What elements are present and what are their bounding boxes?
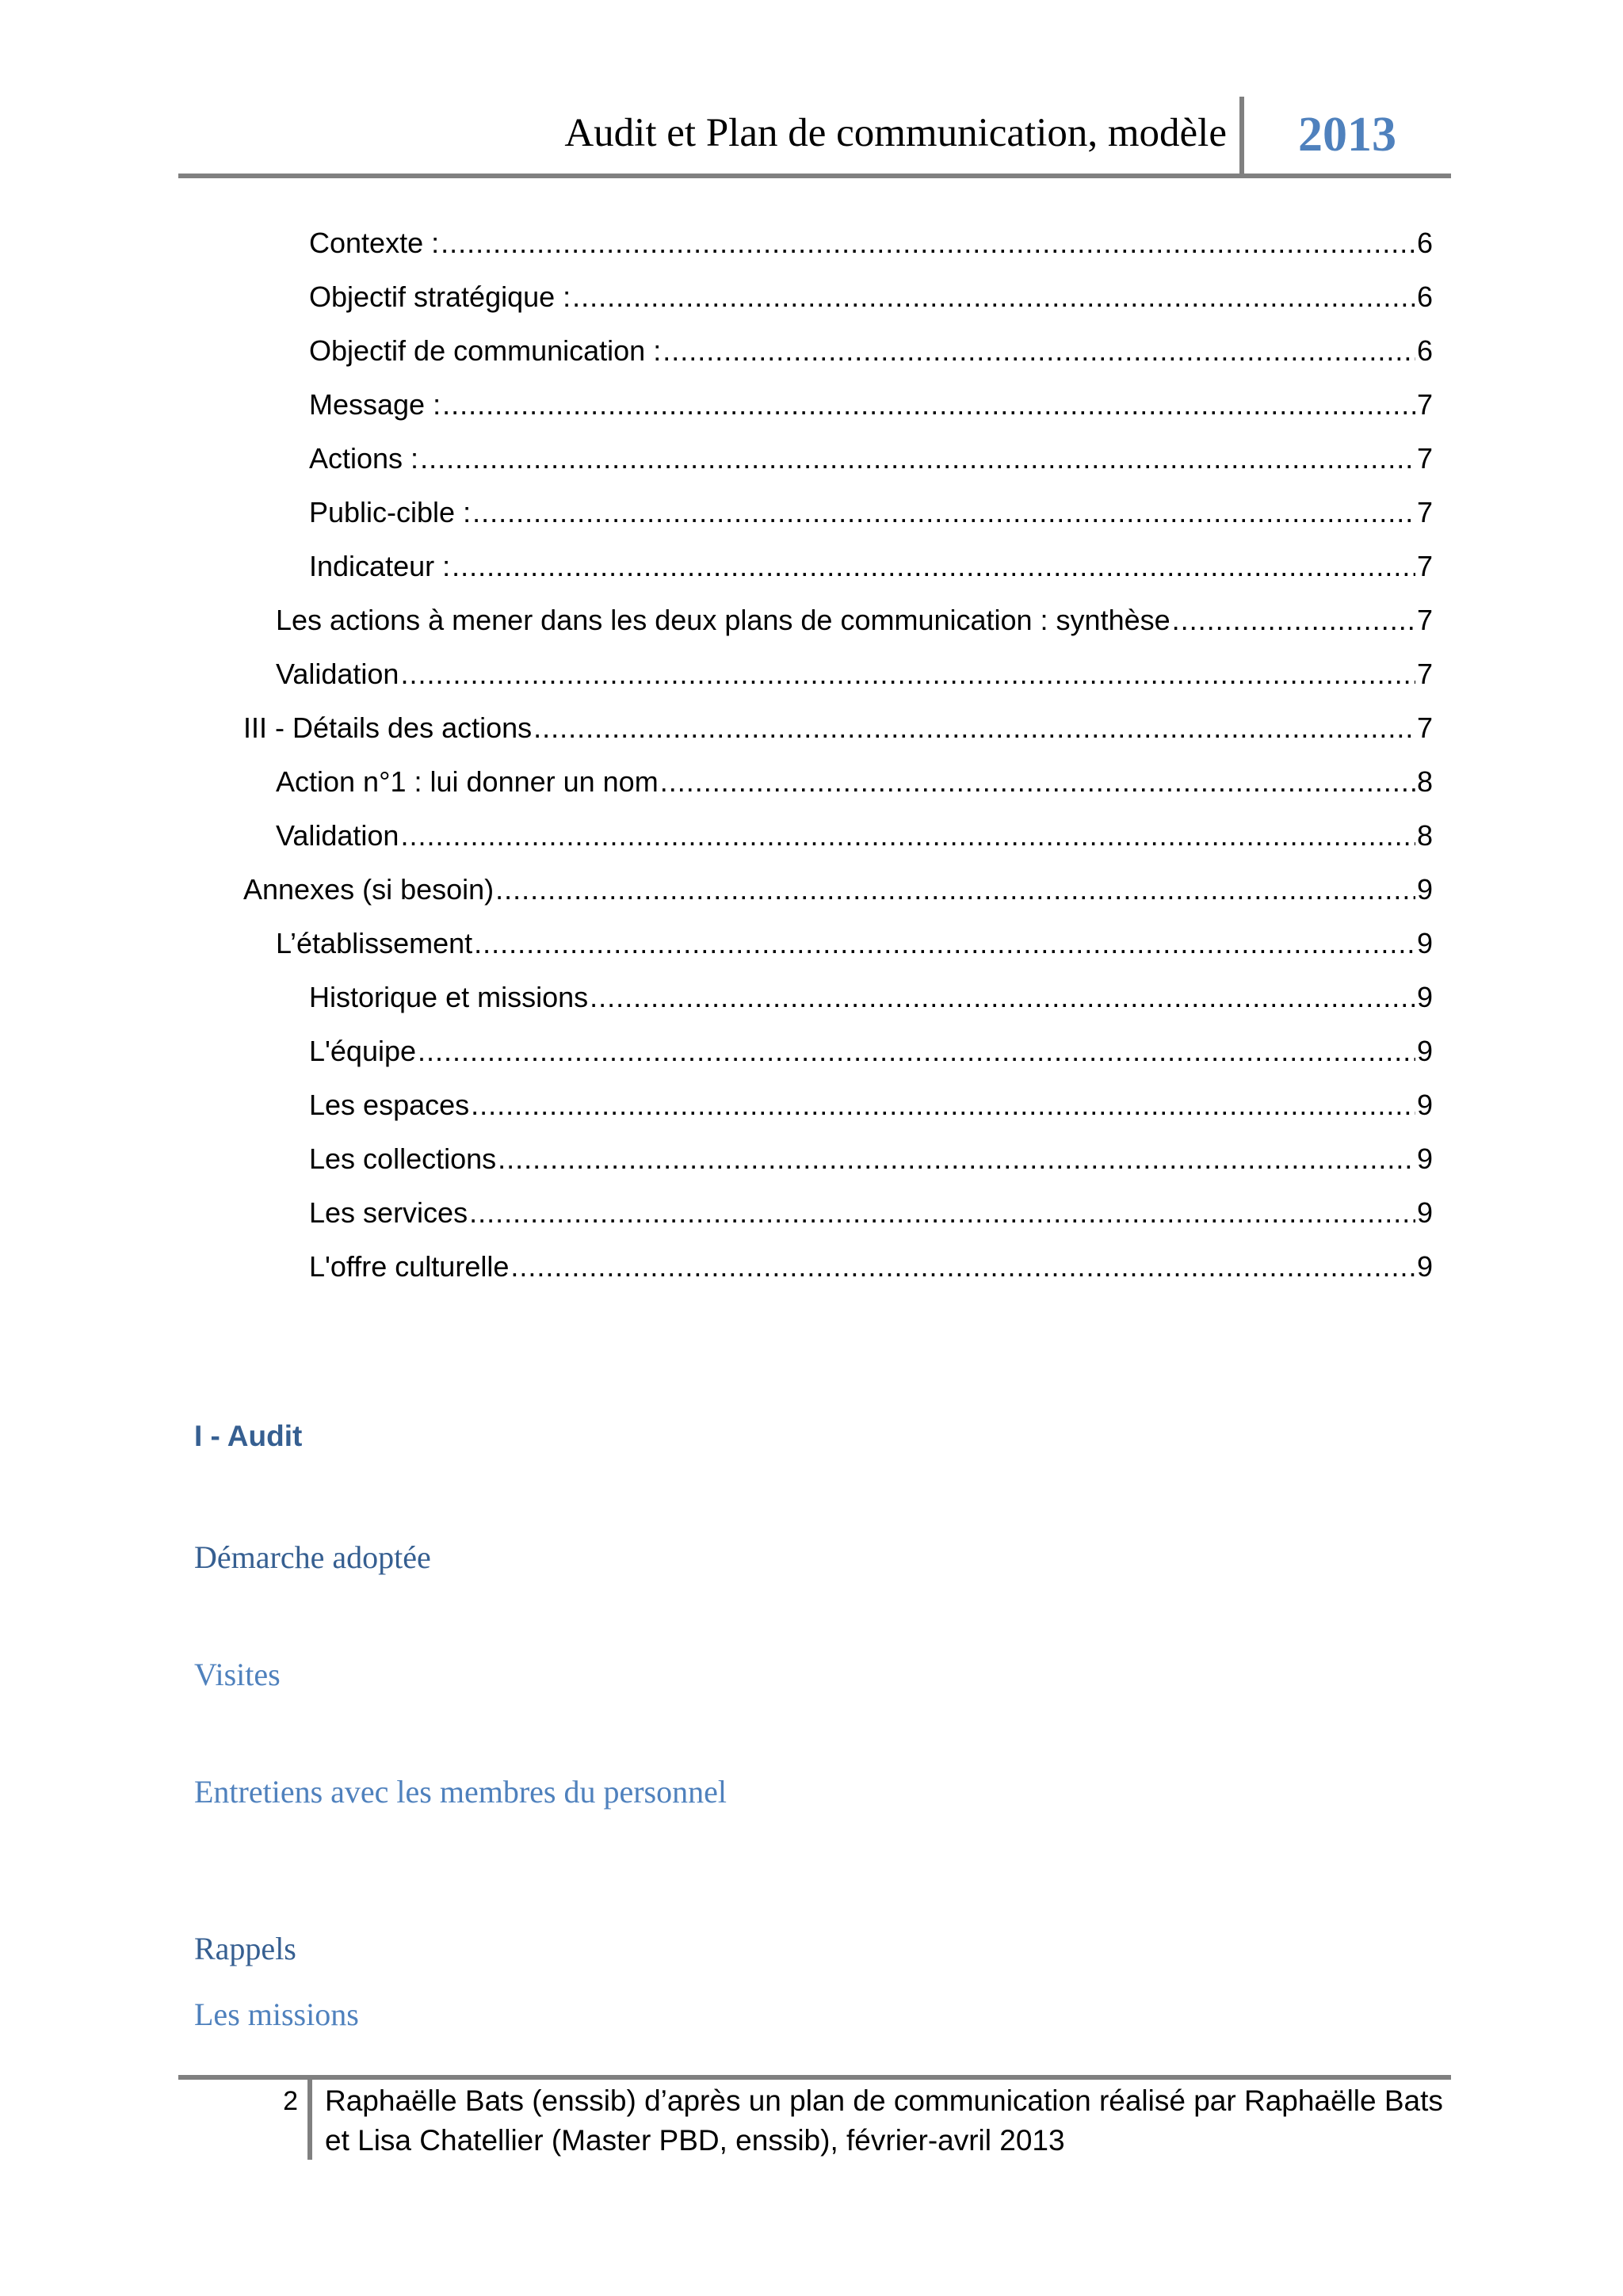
toc-page-number: 9 bbox=[1416, 1250, 1433, 1283]
toc-label: Objectif stratégique : bbox=[309, 280, 571, 313]
toc-leader bbox=[498, 1139, 1415, 1179]
toc-label: Validation bbox=[276, 658, 399, 690]
toc-entry-actions[interactable] bbox=[309, 439, 1433, 479]
toc-leader bbox=[510, 1247, 1415, 1287]
toc-label: Message : bbox=[309, 388, 441, 421]
toc-entry-historique[interactable] bbox=[309, 978, 1433, 1017]
toc-entry-details-actions[interactable] bbox=[243, 708, 1433, 748]
toc-leader bbox=[663, 331, 1415, 371]
toc-entry-services[interactable] bbox=[309, 1193, 1433, 1233]
toc-page-number: 9 bbox=[1416, 1035, 1433, 1067]
toc-page-number: 7 bbox=[1416, 711, 1433, 744]
toc-label: L'équipe bbox=[309, 1035, 416, 1067]
toc-leader bbox=[533, 708, 1415, 748]
toc-page-number: 8 bbox=[1416, 765, 1433, 798]
toc-page-number: 6 bbox=[1416, 227, 1433, 259]
toc-page-number: 6 bbox=[1416, 334, 1433, 367]
toc-label: Indicateur : bbox=[309, 550, 451, 582]
toc-entry-collections[interactable] bbox=[309, 1139, 1433, 1179]
toc-label: Objectif de communication : bbox=[309, 334, 662, 367]
toc-page-number: 8 bbox=[1416, 819, 1433, 852]
toc-label: L'offre culturelle bbox=[309, 1250, 510, 1283]
toc-label: III - Détails des actions bbox=[243, 711, 533, 744]
toc-page-number: 7 bbox=[1416, 658, 1433, 690]
heading-audit: I - Audit bbox=[194, 1420, 303, 1452]
toc-entry-contexte[interactable] bbox=[309, 223, 1433, 263]
toc-page-number: 9 bbox=[1416, 1089, 1433, 1121]
toc-page-number: 7 bbox=[1416, 496, 1433, 528]
footer-page-number: 2 bbox=[283, 2086, 298, 2116]
toc-label: Public-cible : bbox=[309, 496, 472, 528]
toc-entry-action-1[interactable] bbox=[276, 762, 1433, 802]
toc-leader bbox=[469, 1193, 1415, 1233]
toc-label: Actions : bbox=[309, 442, 419, 475]
toc-leader bbox=[1172, 601, 1415, 640]
heading-entretiens: Entretiens avec les membres du personnel bbox=[194, 1774, 727, 1810]
footer-credits: Raphaëlle Bats (enssib) d’après un plan de communication réalisé par Raphaëlle Bats et Lisa Chatellier (Master PBD, enssib), février-avril 2013 bbox=[325, 2084, 1443, 2157]
toc-entry-validation[interactable] bbox=[276, 654, 1433, 694]
toc-leader bbox=[472, 493, 1415, 532]
toc-page-number: 9 bbox=[1416, 927, 1433, 959]
toc-label: Les collections bbox=[309, 1142, 497, 1175]
toc-page-number: 7 bbox=[1416, 550, 1433, 582]
header-rule bbox=[178, 174, 1451, 178]
toc-entry-validation-2[interactable] bbox=[276, 816, 1433, 856]
toc-leader bbox=[400, 654, 1415, 694]
heading-les-missions: Les missions bbox=[194, 1997, 359, 2032]
toc-leader bbox=[420, 439, 1415, 479]
heading-rappels: Rappels bbox=[194, 1931, 296, 1966]
toc-page-number: 7 bbox=[1416, 604, 1433, 636]
toc-leader bbox=[474, 924, 1415, 963]
toc-page-number: 6 bbox=[1416, 280, 1433, 313]
toc-leader bbox=[441, 223, 1415, 263]
header-divider bbox=[1239, 97, 1244, 177]
toc-entry-espaces[interactable] bbox=[309, 1085, 1433, 1125]
toc-entry-offre-culturelle[interactable] bbox=[309, 1247, 1433, 1287]
toc-leader bbox=[400, 816, 1415, 856]
toc-entry-indicateur[interactable] bbox=[309, 547, 1433, 586]
toc-label: Annexes (si besoin) bbox=[243, 873, 495, 906]
toc-leader bbox=[495, 870, 1415, 910]
toc-entry-etablissement[interactable] bbox=[276, 924, 1433, 963]
heading-demarche-adoptee: Démarche adoptée bbox=[194, 1539, 431, 1575]
toc-label: Contexte : bbox=[309, 227, 440, 259]
toc-page-number: 7 bbox=[1416, 388, 1433, 421]
footer-divider bbox=[307, 2077, 312, 2160]
toc-label: Historique et missions bbox=[309, 981, 589, 1013]
footer-rule bbox=[178, 2075, 1451, 2080]
toc-entry-objectif-communication[interactable] bbox=[309, 331, 1433, 371]
heading-visites: Visites bbox=[194, 1657, 281, 1692]
toc-entry-synthese[interactable] bbox=[276, 601, 1433, 640]
toc-label: Les services bbox=[309, 1196, 468, 1229]
toc-label: Les actions à mener dans les deux plans de communication : synthèse bbox=[276, 604, 1170, 636]
toc-leader bbox=[572, 277, 1415, 317]
header-year: 2013 bbox=[1298, 108, 1396, 162]
toc-page-number: 9 bbox=[1416, 1142, 1433, 1175]
toc-leader bbox=[471, 1085, 1415, 1125]
toc-label: Validation bbox=[276, 819, 399, 852]
toc-leader bbox=[660, 762, 1415, 802]
toc-label: Les espaces bbox=[309, 1089, 470, 1121]
header-title: Audit et Plan de communication, modèle bbox=[564, 111, 1227, 155]
toc-label: L’établissement bbox=[276, 927, 473, 959]
toc-label: Action n°1 : lui donner un nom bbox=[276, 765, 659, 798]
toc-entry-annexes[interactable] bbox=[243, 870, 1433, 910]
toc-leader bbox=[590, 978, 1415, 1017]
toc-entry-objectif-strategique[interactable] bbox=[309, 277, 1433, 317]
toc-page-number: 9 bbox=[1416, 873, 1433, 906]
toc-page-number: 9 bbox=[1416, 981, 1433, 1013]
toc-page-number: 7 bbox=[1416, 442, 1433, 475]
toc-entry-equipe[interactable] bbox=[309, 1032, 1433, 1071]
toc-entry-public-cible[interactable] bbox=[309, 493, 1433, 532]
toc-leader bbox=[418, 1032, 1415, 1071]
toc-leader bbox=[442, 385, 1415, 425]
toc-page-number: 9 bbox=[1416, 1196, 1433, 1229]
toc-leader bbox=[452, 547, 1415, 586]
toc-entry-message[interactable] bbox=[309, 385, 1433, 425]
